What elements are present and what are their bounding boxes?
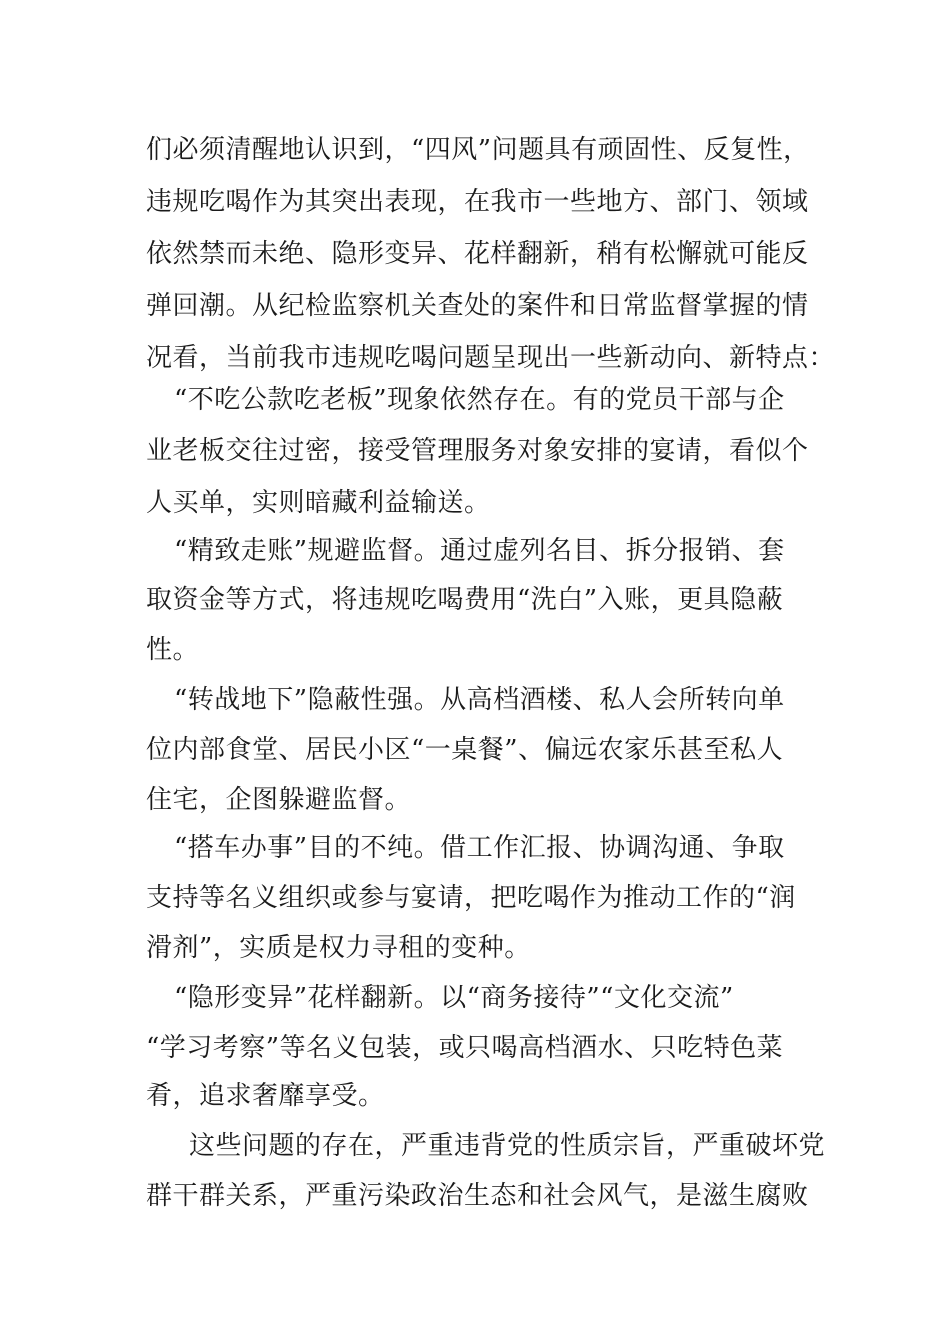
line-text: “不吃公款吃老板”现象依然存在。有的党员干部与企 [174, 385, 785, 415]
line-text: 群干群关系，严重污染政治生态和社会风气，是滋生腐败 [146, 1181, 809, 1211]
line-text: 性。 [146, 635, 200, 665]
line-text: “学习考察”等名义包装，或只喝高档酒水、只吃特色菜 [146, 1033, 784, 1063]
line-text: 肴，追求奢靡享受。 [146, 1081, 385, 1111]
line-text: 违规吃喝作为其突出表现，在我市一些地方、部门、领域 [146, 187, 809, 217]
line-text: 况看，当前我市违规吃喝问题呈现出一些新动向、新特点： [146, 343, 836, 373]
line-text: 人买单，实则暗藏利益输送。 [146, 488, 491, 518]
line-text: 支持等名义组织或参与宴请，把吃喝作为推动工作的“润 [146, 883, 796, 913]
line-text: 滑剂”，实质是权力寻租的变种。 [146, 933, 531, 963]
line-text: “转战地下”隐蔽性强。从高档酒楼、私人会所转向单 [174, 685, 785, 715]
line-text: 依然禁而未绝、隐形变异、花样翻新，稍有松懈就可能反 [146, 239, 809, 269]
line-text: “搭车办事”目的不纯。借工作汇报、协调沟通、争取 [174, 833, 785, 863]
line-text: 业老板交往过密，接受管理服务对象安排的宴请，看似个 [146, 436, 809, 466]
line-text: “精致走账”规避监督。通过虚列名目、拆分报销、套 [174, 536, 785, 566]
line-text: 这些问题的存在，严重违背党的性质宗旨，严重破坏党 [189, 1131, 826, 1161]
line-text: 取资金等方式，将违规吃喝费用“洗白”入账，更具隐蔽 [146, 585, 784, 615]
line-text: “隐形变异”花样翻新。以“商务接待”“文化交流” [174, 983, 734, 1013]
line-text: 位内部食堂、居民小区“一桌餐”、偏远农家乐甚至私人 [146, 735, 784, 765]
line-text: 弹回潮。从纪检监察机关查处的案件和日常监督掌握的情 [146, 291, 809, 321]
line-text: 们必须清醒地认识到，“四风”问题具有顽固性、反复性， [146, 135, 810, 165]
line-text: 住宅，企图躲避监督。 [146, 785, 412, 815]
